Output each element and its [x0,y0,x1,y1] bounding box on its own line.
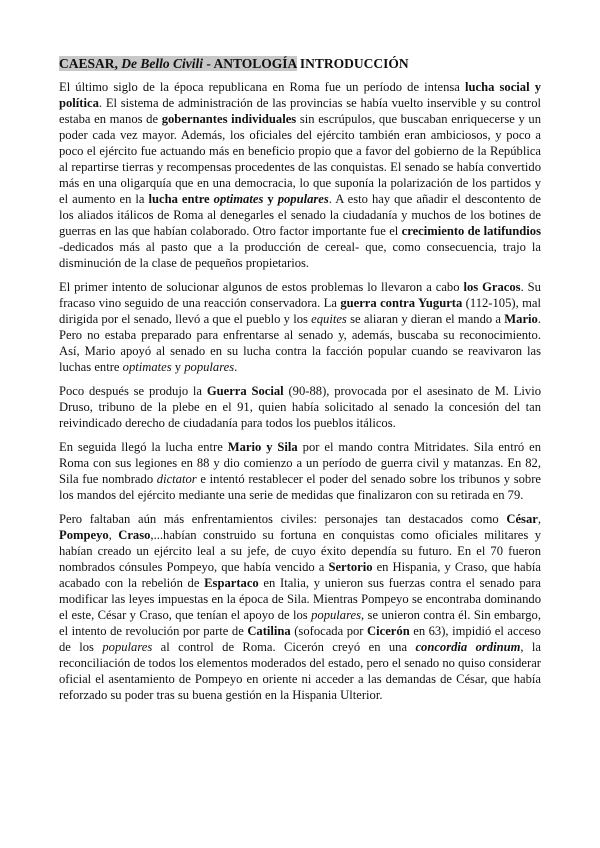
text-run: (sofocada por [290,624,368,638]
paragraph-5 [59,511,541,703]
paragraph-2 [59,279,541,375]
bold-term: y [263,192,278,206]
text-run: (90-88), provocada por el asesinato de M. Livio Druso, tribuno de la plebe en el 91, quien había solicitado al senado la concesión del tan reivindicado derecho de ciudadanía para todos los pueblos itálicos. [59,384,542,430]
bold-term: Pompeyo [59,528,109,542]
text-run: . Su fracaso vino seguido de una reacción conservadora. La [59,280,541,310]
document-body [59,79,541,711]
bold-italic-term: optimates [213,192,264,206]
text-run: ,...habían construido su fortuna en conquistas como oficiales militares y habían creado un ejército leal a su jefe, de cuyo éxito dependía su futuro. En el 70 fueron nombrados cónsules Pompeyo, que había vencido a [59,528,541,574]
heading-anthology: - ANTOLOGÍA [203,56,297,71]
bold-term: lucha entre [148,192,214,206]
italic-term: equites [311,312,347,326]
text-run: -dedicados más al pasto que a la producción de cereal- que, como consecuencia, trajo la disminución de la clase de pequeños propietarios. [59,240,541,270]
bold-term: César [506,512,538,526]
paragraph-3 [59,383,541,431]
text-run: . El sistema de administración de las provincias se había vuelto inservible y su control estaba en manos de [59,96,541,126]
text-run: al control de Roma. Cicerón creyó en una [152,640,416,654]
text-run: en Hispania, y Craso, que había acabado con la rebelión de [59,560,541,590]
text-run: El primer intento de solucionar algunos de estos problemas lo llevaron a cabo [59,280,464,294]
bold-term: Espartaco [204,576,259,590]
text-run: , [537,512,541,526]
text-run: El último siglo de la época republicana en Roma fue un período de intensa [59,80,465,94]
text-run: e intentó restablecer el poder del senado sobre los tribunos y sobre los mandos del ejército mediante una serie de medidas que finalizaron con su retirada en 79. [59,472,541,502]
bold-term: Cicerón [367,624,410,638]
bold-italic-term: populares [277,192,329,206]
text-run: . A esto hay que añadir el descontento de los aliados itálicos de Roma al denegarles el senado la ciudadanía y muchos de los botines de guerras en las que habían colaborado. Otro factor importante fue el [59,192,541,238]
text-run: , se unieron contra él. Sin embargo, el intento de revolución por parte de [59,608,541,638]
text-run: en Italia, y unieron sus fuerzas contra el senado para modificar las leyes impuestas en la época de Sila. Mientras Pompeyo se encontraba dominando el este, César y Craso, que tenían el apoyo de los [59,576,541,622]
italic-term: populares [311,608,362,622]
text-run: y [171,360,185,374]
bold-term: Craso [118,528,151,542]
document-heading [59,55,409,72]
bold-term: Mario y Sila [227,440,298,454]
text-run: sin escrúpulos, que buscaban enriquecerse y un poder cada vez mayor. Además, los oficiales del ejército también eran ambiciosos, y poco a poco el ejército fue actuando más en beneficio propio que a favor del gobierno de la República al repartirse tierras y recompensas procedentes de las conquistas. El senado se había convertido más en una oligarquía que en una democracia, lo que suponía la polarización de los partidos y el aumento en la [59,112,541,206]
bold-term: crecimiento de latifundios [401,224,541,238]
bold-term: guerra contra Yugurta [340,296,463,310]
text-run: (112-105), mal dirigida por el senado, llevó a que el pueblo y los [59,296,542,326]
text-run: En seguida llegó la lucha entre [59,440,228,454]
bold-term: los Gracos [463,280,521,294]
paragraph-1 [59,79,541,271]
heading-work-title: De Bello Civili [121,56,204,71]
bold-term: lucha social y política [59,80,541,110]
text-run: . Pero no estaba preparado para enfrentarse al senado y, además, buscaba su reconocimiento. Así, Mario apoyó al senado en su lucha contra la facción popular cuando se reavivaron las luchas entre [59,312,541,374]
text-run: en 63), impidió el acceso de los [59,624,541,654]
bold-term: Mario [504,312,538,326]
heading-highlight [59,56,297,71]
italic-term: optimates [122,360,172,374]
italic-term: dictator [156,472,197,486]
heading-author: CAESAR, [59,56,118,71]
text-run: , la reconciliación de todos los elementos moderados del estado, pero el senado no quiso considerar oficial el asentamiento de Pompeyo en oriente ni acceder a las demandas de César, que había reforzado su poder tras su buena gestión en la Hispania Ulterior. [59,640,542,702]
bold-term: gobernantes individuales [161,112,297,126]
text-run: . [234,360,238,374]
heading-section: INTRODUCCIÓN [296,56,409,71]
italic-term: populares [102,640,153,654]
bold-italic-term: concordia ordinum [415,640,521,654]
paragraph-4 [59,439,541,503]
text-run: , [108,528,119,542]
text-run: Poco después se produjo la [59,384,207,398]
bold-term: Guerra Social [206,384,284,398]
bold-term: Catilina [247,624,291,638]
italic-term: populares [184,360,235,374]
text-run: Pero faltaban aún más enfrentamientos civiles: personajes tan destacados como [59,512,507,526]
bold-term: Sertorio [328,560,373,574]
text-run: por el mando contra Mitridates. Sila entró en Roma con sus legiones en 88 y dio comienzo a un período de guerra civil y matanzas. En 82, Sila fue nombrado [59,440,542,486]
text-run: se aliaran y dieran el mando a [346,312,505,326]
